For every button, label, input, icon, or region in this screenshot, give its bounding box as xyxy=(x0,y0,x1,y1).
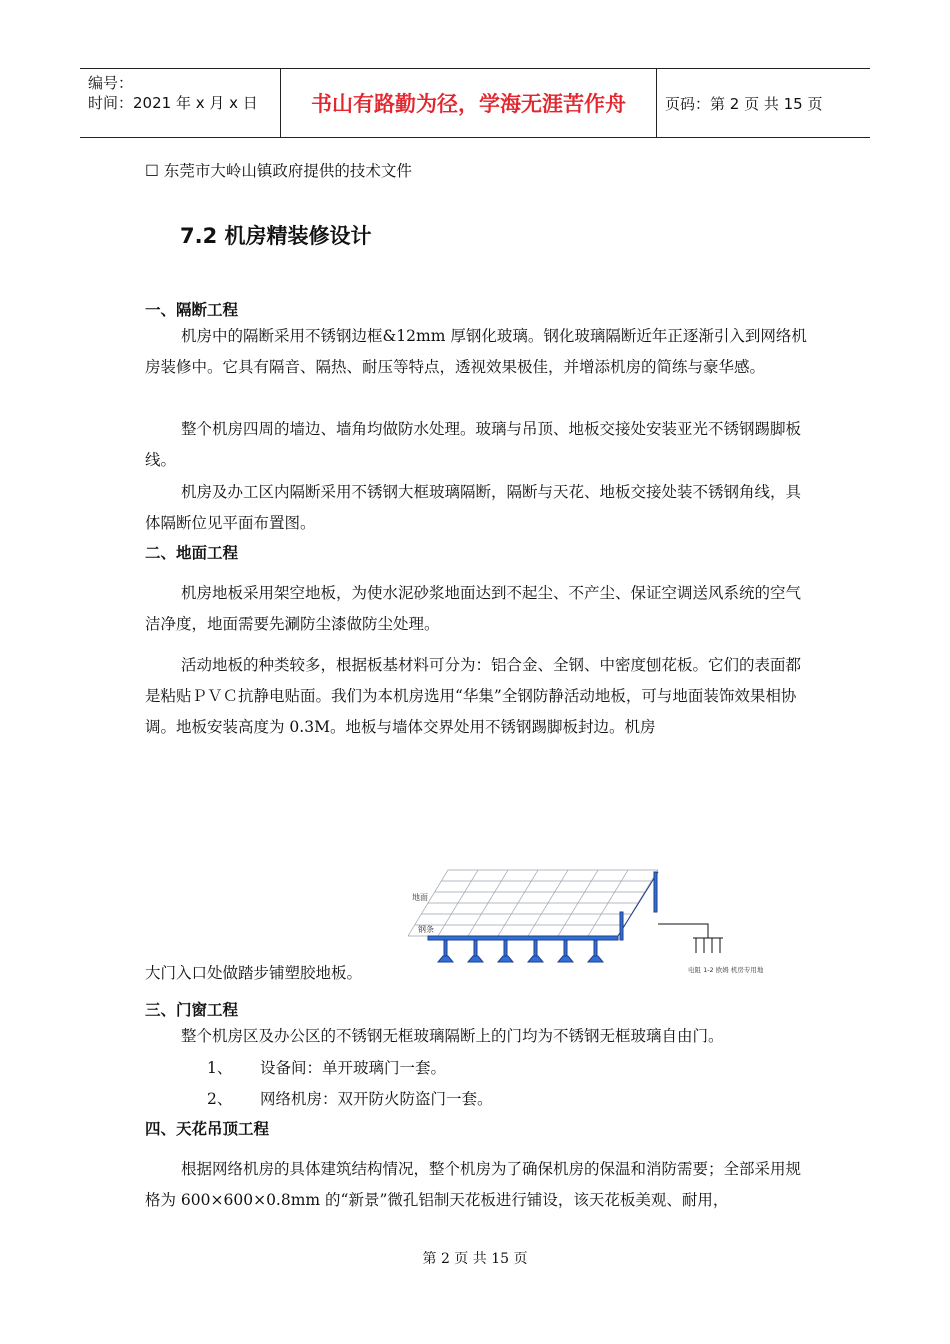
doc-number-label: 编号： xyxy=(88,74,134,92)
label-steel: 钢条 xyxy=(418,925,434,934)
doc-time-label: 时间：2021 年 x 月 x 日 xyxy=(88,94,258,112)
heading-floor: 二、地面工程 xyxy=(145,544,239,562)
section-title: 7.2 机房精装修设计 xyxy=(180,224,372,248)
paragraph: 机房及办工区内隔断采用不锈钢大框玻璃隔断，隔断与天花、地板交接处装不锈钢角线，具体隔断位见平面布置图。 xyxy=(145,483,802,532)
heading-partition: 一、隔断工程 xyxy=(145,301,239,319)
intro-item: ☐ 东莞市大岭山镇政府提供的技术文件 xyxy=(145,162,412,180)
list-item xyxy=(207,1056,446,1078)
header-left xyxy=(80,69,280,137)
list-item xyxy=(207,1087,492,1109)
header-page-info: 页码：第 2 页 共 15 页 xyxy=(665,94,823,113)
ground-wire xyxy=(658,924,723,953)
paragraph: 活动地板的种类较多，根据板基材料可分为：铝合金、全钢、中密度刨花板。它们的表面都是粘贴ＰＶＣ抗静电贴面。我们为本机房选用“华集”全钢防静活动地板，可与地面装饰效果相协调。地板安装高度为 0.3M。地板与墙体交界处用不锈钢踢脚板封边。机房 xyxy=(145,656,802,736)
page-header xyxy=(80,68,870,138)
label-ground: 地面 xyxy=(412,893,428,902)
paragraph: 大门入口处做踏步铺塑胶地板。 xyxy=(145,964,363,982)
floor-supports xyxy=(428,872,658,962)
list-number: 1、 xyxy=(207,1059,233,1077)
header-motto: 书山有路勤为径，学海无涯苦作舟 xyxy=(280,69,657,137)
paragraph: 机房中的隔断采用不锈钢边框&12mm 厚钢化玻璃。钢化玻璃隔断近年正逐渐引入到网络机房装修中。它具有隔音、隔热、耐压等特点，透视效果极佳，并增添机房的简练与豪华感。 xyxy=(145,327,807,376)
page-footer: 第 2 页 共 15 页 xyxy=(422,1251,528,1267)
raised-floor-diagram xyxy=(408,858,820,990)
list-text: 网络机房：双开防火防盗门一套。 xyxy=(259,1090,493,1108)
heading-doors: 三、门窗工程 xyxy=(145,1001,239,1019)
paragraph: 整个机房四周的墙边、墙角均做防水处理。玻璃与吊顶、地板交接处安装亚光不锈钢踢脚板线。 xyxy=(145,420,802,469)
paragraph: 机房地板采用架空地板，为使水泥砂浆地面达到不起尘、不产尘、保证空调送风系统的空气洁净度，地面需要先涮防尘漆做防尘处理。 xyxy=(145,584,802,633)
paragraph: 整个机房区及办公区的不锈钢无框玻璃隔断上的门均为不锈钢无框玻璃自由门。 xyxy=(181,1027,724,1045)
paragraph: 根据网络机房的具体建筑结构情况，整个机房为了确保机房的保温和消防需要；全部采用规格为 600×600×0.8mm 的“新景”微孔铝制天花板进行铺设，该天花板美观、耐用， xyxy=(145,1160,802,1209)
list-number: 2、 xyxy=(207,1090,233,1108)
label-ground-legend: 电阻 1-2 欧姆 机房专用地 xyxy=(688,966,764,974)
heading-ceiling: 四、天花吊顶工程 xyxy=(145,1120,270,1138)
list-text: 设备间：单开玻璃门一套。 xyxy=(259,1059,446,1077)
